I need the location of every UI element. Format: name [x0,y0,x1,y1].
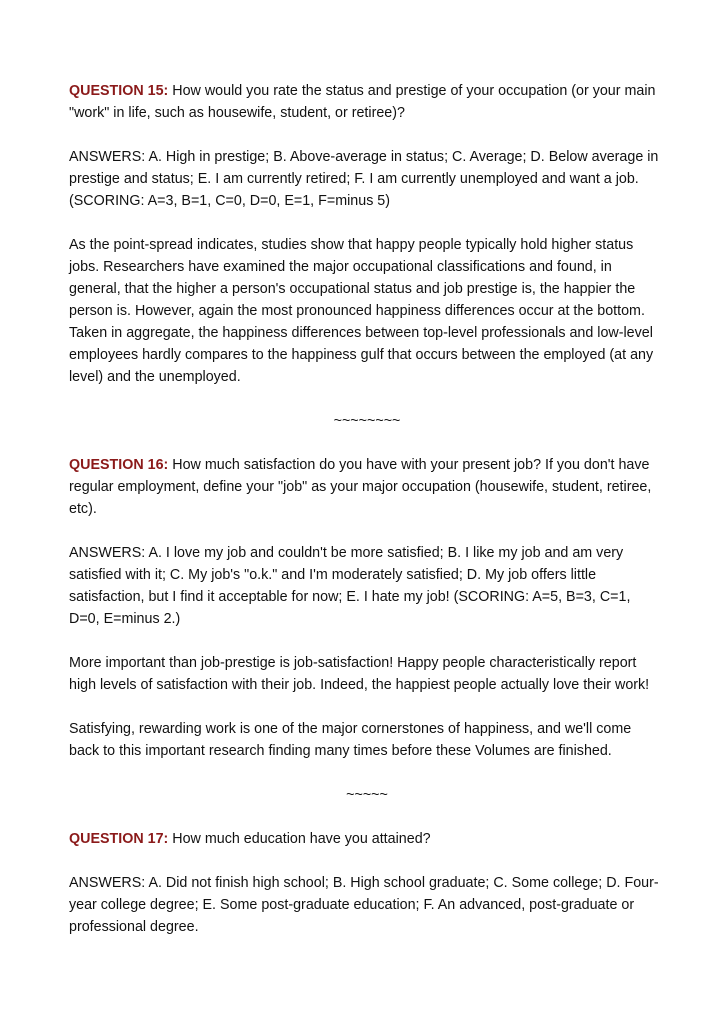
question-15-text: How would you rate the status and prestige of your occupation (or your main "work" in life, such as housewife, student, or retiree)? [69,83,656,121]
question-15-answers: ANSWERS: A. High in prestige; B. Above-average in status; C. Average; D. Below average in prestige and status; E. I am currently retired; F. I am currently unemployed and want a job. (SCORING: A=3, B=1, C=0, D=0, E=1, F=minus 5) [69,149,659,209]
section-divider: ~~~~~ [346,787,388,803]
question-17 [69,828,661,850]
document-body [69,80,661,960]
question-16-discussion-2: Satisfying, rewarding work is one of the major cornerstones of happiness, and we'll come back to this important research finding many times before these Volumes are finished. [69,721,632,759]
question-16-answers: ANSWERS: A. I love my job and couldn't be more satisfied; B. I like my job and am very satisfied with it; C. My job's "o.k." and I'm moderately satisfied; D. My job offers little satisfaction, but I find it acceptable for now; E. I hate my job! (SCORING: A=5, B=3, C=1, D=0, E=minus 2.) [69,545,631,627]
question-16-discussion-1: More important than job-prestige is job-satisfaction! Happy people characteristically report high levels of satisfaction with their job. Indeed, the happiest people actually love their work! [69,655,650,693]
question-16-label: QUESTION 16: [69,457,169,473]
question-17-answers: ANSWERS: A. Did not finish high school; B. High school graduate; C. Some college; D. Four-year college degree; E. Some post-graduate education; F. An advanced, post-graduate or professional degree. [69,875,659,935]
question-17-label: QUESTION 17: [69,831,169,847]
question-16 [69,454,661,520]
question-17-text: How much education have you attained? [168,831,431,847]
question-15-label: QUESTION 15: [69,83,169,99]
section-divider: ~~~~~~~~ [333,413,401,429]
question-16-text: How much satisfaction do you have with your present job? If you don't have regular employment, define your "job" as your major occupation (housewife, student, retiree, etc). [69,457,652,517]
question-15-discussion: As the point-spread indicates, studies show that happy people typically hold higher status jobs. Researchers have examined the major occupational classifications and found, in general, that the higher a person's occupational status and job prestige is, the happier the person is. However, again the most pronounced happiness differences occur at the bottom. Taken in aggregate, the happiness differences between top-level professionals and low-level employees hardly compares to the happiness gulf that occurs between the employed (at any level) and the unemployed. [69,237,654,385]
question-15 [69,80,661,124]
